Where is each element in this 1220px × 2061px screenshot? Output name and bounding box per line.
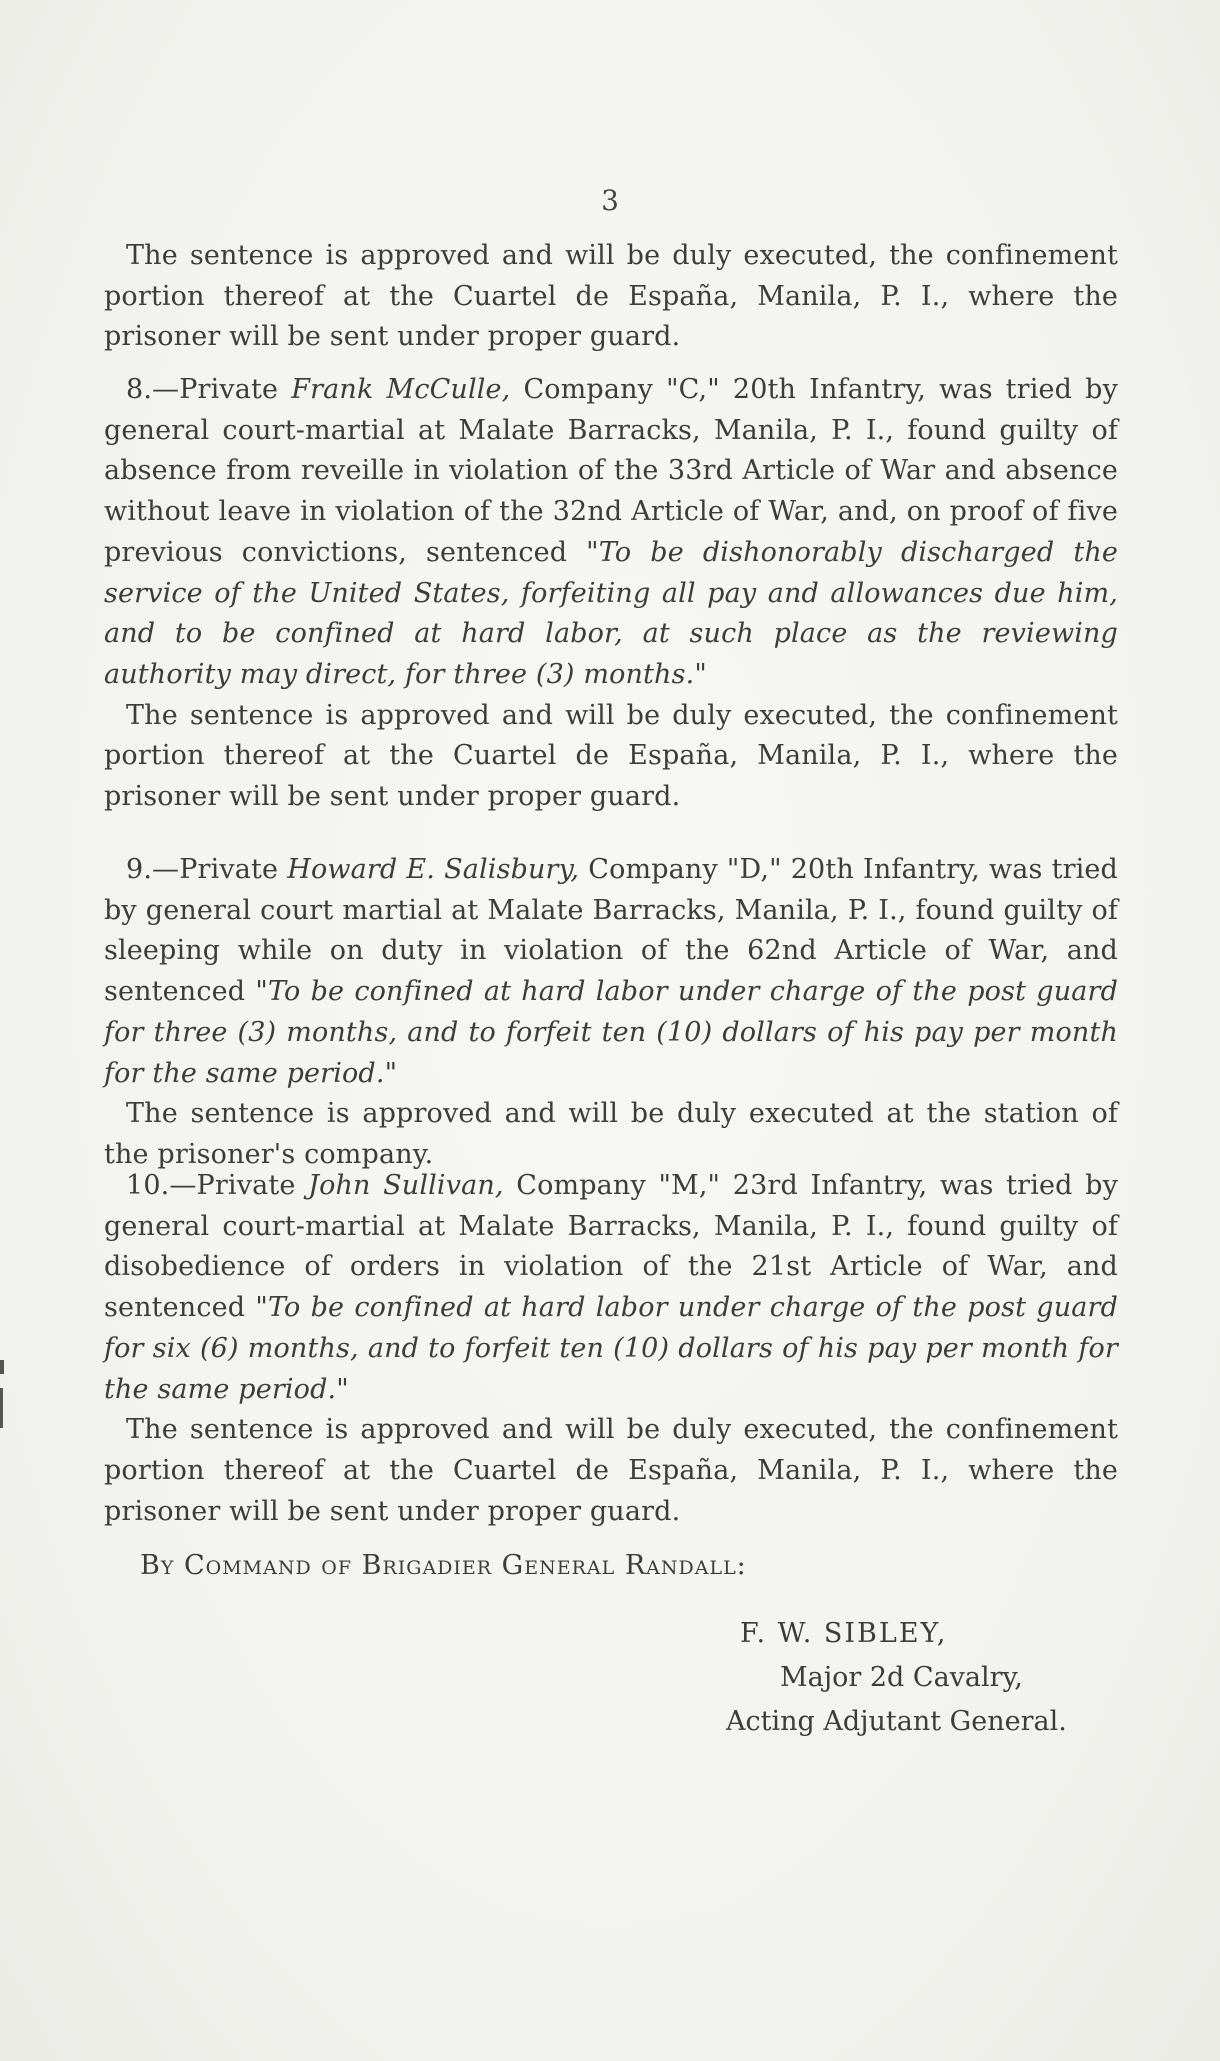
body-text-item-9: [104, 850, 1118, 1176]
paragraph-approval-2: The sentence is approved and will be duly executed, the confinement portion thereof at the Cuartel de España, Manila, P. I., where the prisoner will be sent under proper guard.: [104, 699, 1118, 813]
paragraph-item-8: [104, 370, 1118, 696]
item-10-suffix: ": [336, 1373, 349, 1405]
item-8-prefix: 8.—Private: [126, 374, 292, 405]
item-9-suffix: ": [384, 1057, 398, 1089]
paragraph-approval-3: The sentence is approved and will be duly executed at the station of the prisoner's company.: [104, 1098, 1118, 1170]
paragraph-approval-4: The sentence is approved and will be duly executed, the confinement portion thereof at the Cuartel de España, Manila, P. I., where the prisoner will be sent under proper guard.: [104, 1414, 1118, 1527]
item-9-middle: Company "D," 20th Infantry, was tried by general court martial at Malate Barracks, Manila, P. I., found guilty of sleeping while on duty in violation of the 62nd Article of War, and sentenced ": [104, 854, 1118, 1008]
body-text-item-10: [104, 1166, 1118, 1532]
item-9-name: Howard E. Salisbury,: [287, 854, 580, 885]
item-10-middle: Company "M," 23rd Infantry, was tried by general court-martial at Malate Barracks, Manila, P. I., found guilty of disobedience of orders in violation of the 21st Article of War, and sentenced ": [104, 1170, 1118, 1324]
item-8-suffix: ": [694, 658, 707, 690]
item-8-middle: Company "C," 20th Infantry, was tried by general court-martial at Malate Barracks, Manila, P. I., found guilty of absence from reveille in violation of the 33rd Article of War and absence without leave in violation of the 32nd Article of War, and, on proof of five previous convictions, sentenced ": [104, 374, 1118, 568]
item-8-sentence: To be dishonorably discharged the service of the United States, forfeiting all pay and allowances due him, and to be confined at hard labor, at such place as the reviewing authority may direct, for three (3) months.: [104, 536, 1118, 690]
paragraph-item-9: [104, 850, 1118, 1094]
command-signoff: By Command of Brigadier General Randall:: [140, 1550, 747, 1581]
paragraph-approval-1: The sentence is approved and will be duly executed, the confinement portion thereof at the Cuartel de España, Manila, P. I., where the prisoner will be sent under proper guard.: [104, 240, 1118, 353]
body-text-top: [104, 236, 1118, 358]
page-number: 3: [601, 184, 619, 217]
signatory-name: F. W. SIBLEY,: [740, 1618, 948, 1649]
signatory-rank: Major 2d Cavalry,: [780, 1662, 1023, 1693]
binding-edge-mark: [0, 1388, 3, 1428]
item-10-sentence: To be confined at hard labor under charge of the post guard for six (6) months, and to forfeit ten (10) dollars of his pay per month for the same period.: [104, 1292, 1118, 1405]
item-9-sentence: To be confined at hard labor under charge of the post guard for three (3) months, and to forfeit ten (10) dollars of his pay per month for the same period.: [104, 976, 1118, 1089]
item-9-prefix: 9.—Private: [126, 854, 288, 885]
item-8-name: Frank McCulle,: [291, 374, 511, 405]
body-text-item-8: [104, 370, 1118, 818]
binding-edge-mark: [0, 1360, 4, 1374]
item-10-name: John Sullivan,: [308, 1170, 504, 1201]
paragraph-item-10: [104, 1166, 1118, 1410]
item-10-prefix: 10.—Private: [126, 1170, 309, 1201]
signature-block: [726, 1612, 1146, 1744]
signatory-title: Acting Adjutant General.: [726, 1706, 1067, 1737]
